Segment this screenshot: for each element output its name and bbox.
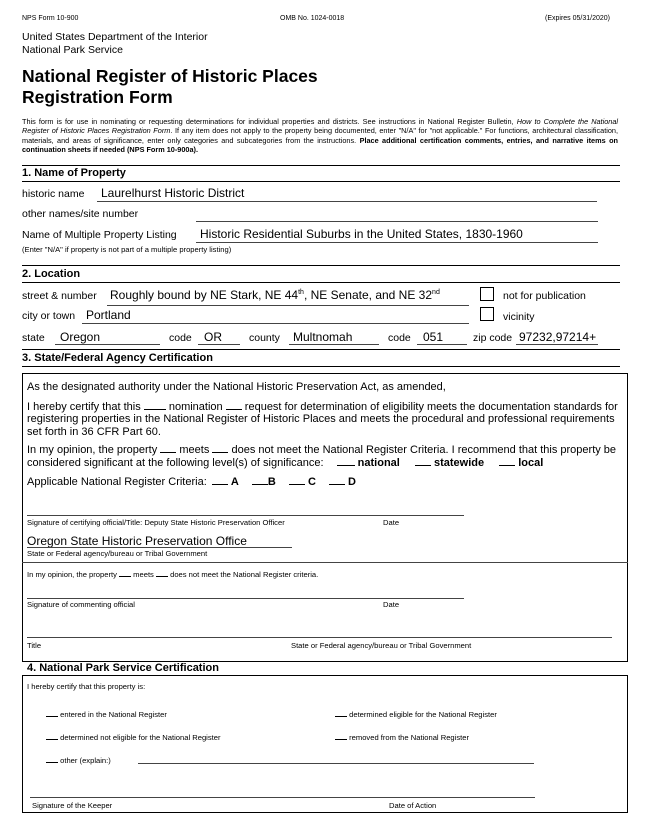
field-line: [82, 323, 469, 324]
city-label: city or town: [22, 310, 76, 322]
comment-does-not-meet-blank[interactable]: [156, 569, 168, 577]
criterion-c-blank[interactable]: [289, 475, 305, 485]
date-of-action-label: Date of Action: [389, 801, 437, 810]
section2-heading: 2. Location: [22, 268, 81, 280]
certifying-date-label: Date: [383, 518, 400, 527]
divider: [22, 366, 620, 367]
title-line[interactable]: [27, 637, 612, 638]
divider: [22, 349, 620, 350]
section3-heading: 3. State/Federal Agency Certification: [22, 352, 213, 364]
field-line: [417, 344, 467, 345]
signature-line[interactable]: [27, 598, 464, 599]
not-for-publication-label: not for publication: [503, 290, 586, 302]
vicinity-label: vicinity: [503, 311, 535, 323]
county-code-input[interactable]: 051: [423, 330, 444, 344]
city-input[interactable]: Portland: [86, 308, 131, 322]
field-line: [196, 242, 598, 243]
criteria-line: Applicable National Register Criteria: A B C D: [27, 476, 356, 488]
multiple-property-listing-label: Name of Multiple Property Listing: [22, 229, 177, 241]
keeper-signature-line[interactable]: [30, 797, 535, 798]
meets-blank[interactable]: [160, 443, 176, 453]
divider: [22, 562, 628, 563]
street-input[interactable]: Roughly bound by NE Stark, NE 44th, NE Senate, and NE 32nd: [110, 288, 440, 302]
other-explain-line[interactable]: [138, 763, 534, 764]
signature-line[interactable]: [27, 515, 464, 516]
commenting-date-label: Date: [383, 600, 400, 609]
nomination-blank[interactable]: [144, 400, 166, 410]
state-code-input[interactable]: OR: [204, 330, 222, 344]
field-line: [27, 547, 292, 548]
office-value[interactable]: Oregon State Historic Preservation Office: [27, 534, 247, 548]
historic-name-input[interactable]: Laurelhurst Historic District: [101, 186, 245, 200]
commenting-signature-label: Signature of commenting official: [27, 600, 135, 609]
divider: [22, 265, 620, 266]
county-label: county: [249, 332, 280, 344]
title-label: Title: [27, 641, 42, 650]
certify-statement: I hereby certify that this nomination request for determination of eligibility meets the documentation standards for registering properties in the National Register of Historic Places and meets the procedural and professional requirements set forth in 36 CFR Part 60.: [27, 401, 618, 438]
state-code-label: code: [169, 332, 192, 344]
other-names-label: other names/site number: [22, 208, 139, 220]
option-not-eligible[interactable]: determined not eligible for the National Register: [46, 732, 221, 742]
section4-heading: 4. National Park Service Certification: [27, 662, 219, 674]
criterion-d-blank[interactable]: [329, 475, 345, 485]
nps-certification-box: [22, 675, 628, 813]
intro-paragraph: This form is for use in nominating or requesting determinations for individual properties and districts. See instructions in National Register Bulletin, How to Complete the National Register of Historic Places Registration Form. If any item does not apply to the property being documented, enter "N/A" for "not applicable." For functions, architectural classification, materials, and areas of significance, enter only categories and subcategories from the instructions. Place additional certification comments, entries, and narrative items on continuation sheets if needed (NPS Form 10-900a).: [22, 117, 619, 154]
divider: [22, 181, 620, 182]
comment-meets-blank[interactable]: [119, 569, 131, 577]
department-name: United States Department of the Interior: [22, 31, 208, 43]
criterion-b-blank[interactable]: [252, 475, 268, 485]
option-removed[interactable]: removed from the National Register: [335, 732, 469, 742]
agency-label: State or Federal agency/bureau or Tribal Government: [27, 549, 208, 558]
expires-date: (Expires 05/31/2020): [545, 15, 610, 22]
option-determined-eligible[interactable]: determined eligible for the National Register: [335, 709, 497, 719]
field-line: [196, 221, 598, 222]
certifying-signature-label: Signature of certifying official/Title: Deputy State Historic Preservation Officer: [27, 518, 285, 527]
statewide-blank[interactable]: [415, 456, 431, 466]
form-number: NPS Form 10-900: [22, 15, 79, 22]
option-entered[interactable]: entered in the National Register: [46, 709, 167, 719]
field-line: [107, 305, 469, 306]
field-line: [289, 344, 379, 345]
authority-statement: As the designated authority under the National Historic Preservation Act, as amended,: [27, 381, 446, 393]
request-blank[interactable]: [226, 400, 242, 410]
divider: [22, 282, 620, 283]
form-title-line2: Registration Form: [22, 87, 173, 107]
state-input[interactable]: Oregon: [60, 330, 101, 344]
divider: [22, 165, 620, 166]
omb-number: OMB No. 1024-0018: [280, 15, 345, 22]
does-not-meet-blank[interactable]: [212, 443, 228, 453]
field-line: [55, 344, 160, 345]
field-line: [198, 344, 240, 345]
county-code-label: code: [388, 332, 411, 344]
agency2-label: State or Federal agency/bureau or Tribal Government: [291, 641, 472, 650]
local-blank[interactable]: [499, 456, 515, 466]
historic-name-label: historic name: [22, 188, 85, 200]
street-label: street & number: [22, 290, 97, 302]
opinion-statement: In my opinion, the property meets does not meet the National Register Criteria. I recommend that this property be considered significant at the following level(s) of significance: national statewide local: [27, 444, 617, 470]
agency-name: National Park Service: [22, 44, 123, 56]
vicinity-checkbox[interactable]: [480, 307, 494, 321]
mpl-note: (Enter "N/A" if property is not part of a multiple property listing): [22, 245, 232, 254]
section1-heading: 1. Name of Property: [22, 167, 126, 179]
field-line: [516, 344, 598, 345]
form-title-line1: National Register of Historic Places: [22, 66, 318, 86]
criterion-a-blank[interactable]: [212, 475, 228, 485]
not-for-publication-checkbox[interactable]: [480, 287, 494, 301]
nps-certify-statement: I hereby certify that this property is:: [27, 682, 146, 691]
zip-label: zip code: [473, 332, 513, 344]
commenting-opinion: In my opinion, the property meets does not meet the National Register criteria.: [27, 570, 319, 579]
field-line: [97, 201, 597, 202]
state-label: state: [22, 332, 45, 344]
multiple-property-listing-input[interactable]: Historic Residential Suburbs in the United States, 1830-1960: [200, 227, 523, 241]
national-blank[interactable]: [337, 456, 355, 466]
zip-input[interactable]: 97232,97214+: [519, 330, 597, 344]
county-input[interactable]: Multnomah: [293, 330, 353, 344]
option-other[interactable]: other (explain:): [46, 755, 111, 765]
keeper-signature-label: Signature of the Keeper: [32, 801, 113, 810]
